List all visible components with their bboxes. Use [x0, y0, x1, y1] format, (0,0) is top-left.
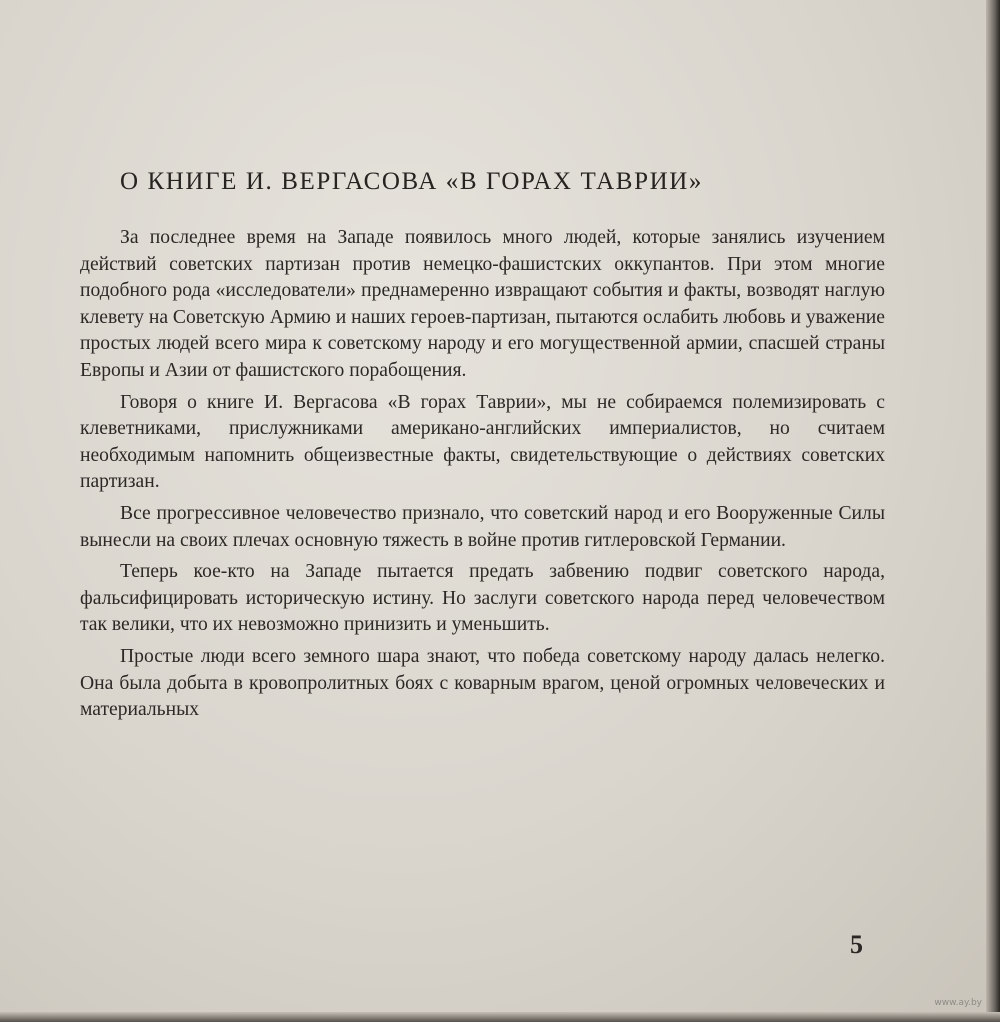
paragraph: Говоря о книге И. Вергасова «В горах Таврии», мы не собираемся полемизировать с клеветниками, прислужниками американо-английских империалистов, но считаем необходимым напомнить общеизвестные факты, свидетельствующие о действиях советских партизан. — [80, 391, 885, 493]
paragraph: Простые люди всего земного шара знают, что победа советскому народу далась нелегко. Она была добыта в кровопролитных боях с коварным врагом, ценой огромных человеческих и материальных — [80, 645, 885, 721]
watermark: www.ay.by — [934, 998, 982, 1008]
chapter-title: О КНИГЕ И. ВЕРГАСОВА «В ГОРАХ ТАВРИИ» — [120, 168, 703, 195]
paragraph: Теперь кое-кто на Западе пытается предать забвению подвиг советского народа, фальсифицировать историческую истину. Но заслуги советского народа перед человечеством так велики, что их невозможно принизить и уменьшить. — [80, 561, 885, 636]
page-edge-shadow — [986, 0, 1000, 1022]
body-text — [80, 225, 885, 729]
page-bottom-shadow — [0, 1012, 1000, 1022]
paragraph: Все прогрессивное человечество признало, что советский народ и его Вооруженные Силы вынесли на своих плечах основную тяжесть в войне против гитлеровской Германии. — [80, 502, 885, 551]
paragraph: За последнее время на Западе появилось много людей, которые занялись изучением действий советских партизан против немецко-фашистских оккупантов. При этом многие подобного рода «исследователи» преднамеренно извращают события и факты, возводят наглую клевету на Советскую Армию и наших героев-партизан, пытаются ослабить любовь и уважение простых людей всего мира к советскому народу и его могущественной армии, спасшей страны Европы и Азии от фашистского порабощения. — [80, 227, 885, 381]
page-number: 5 — [850, 930, 863, 959]
